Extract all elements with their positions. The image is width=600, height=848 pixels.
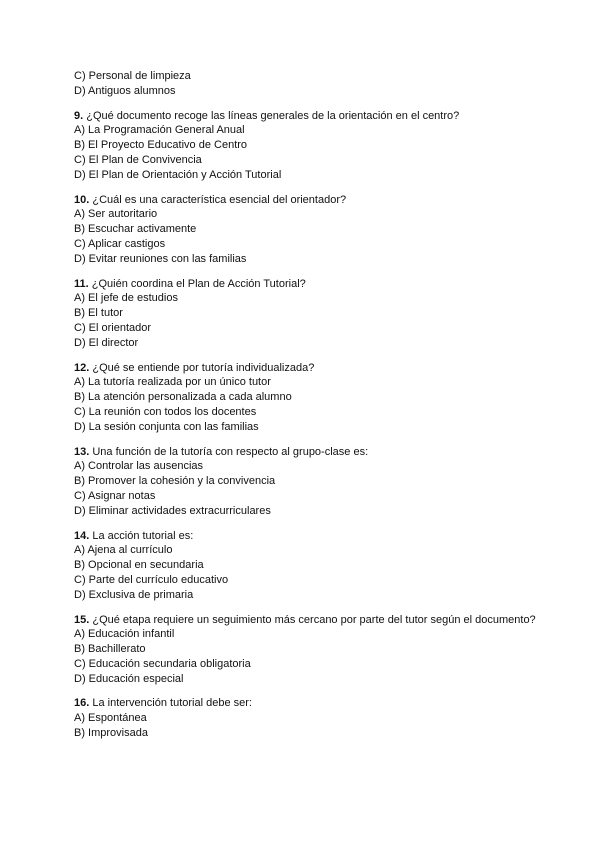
option-a: A) Ser autoritario — [74, 208, 158, 221]
option-line: D) Antiguos alumnos — [74, 84, 176, 97]
question-14 — [74, 529, 544, 603]
option-d: D) El Plan de Orientación y Acción Tutorial — [74, 168, 282, 181]
option-c: C) El Plan de Convivencia — [74, 153, 202, 166]
question-stem: ¿Qué documento recoge las líneas generales de la orientación en el centro? — [83, 109, 460, 122]
option-a: A) La tutoría realizada por un único tutor — [74, 376, 271, 389]
question-text — [74, 613, 544, 628]
question-16 — [74, 696, 544, 740]
question-text — [74, 529, 544, 544]
question-text — [74, 109, 544, 124]
question-number: 15. — [74, 613, 90, 626]
option-a: A) La Programación General Anual — [74, 124, 245, 137]
question-11 — [74, 277, 544, 351]
question-text — [74, 193, 544, 208]
question-stem: ¿Qué se entiende por tutoría individualizada? — [89, 361, 315, 374]
question-stem: ¿Quién coordina el Plan de Acción Tutorial? — [88, 277, 306, 290]
question-number: 11. — [74, 277, 89, 290]
questions-content — [74, 69, 544, 741]
option-d: D) Educación especial — [74, 672, 184, 685]
option-c: C) Educación secundaria obligatoria — [74, 657, 251, 670]
option-b: B) Opcional en secundaria — [74, 559, 204, 572]
question-text — [74, 445, 544, 460]
question-text — [74, 696, 544, 711]
option-a: A) Ajena al currículo — [74, 544, 173, 557]
option-d: D) El director — [74, 336, 139, 349]
question-13 — [74, 445, 544, 519]
option-c: C) Asignar notas — [74, 489, 156, 502]
option-b: B) Escuchar activamente — [74, 223, 197, 236]
option-c: C) Aplicar castigos — [74, 237, 166, 250]
option-c: C) Parte del currículo educativo — [74, 573, 229, 586]
question-number: 14. — [74, 529, 90, 542]
option-d: D) La sesión conjunta con las familias — [74, 420, 259, 433]
option-b: B) El tutor — [74, 307, 123, 320]
question-number: 16. — [74, 697, 90, 710]
option-b: B) La atención personalizada a cada alumno — [74, 391, 292, 404]
question-stem: La acción tutorial es: — [89, 529, 194, 542]
question-text — [74, 361, 544, 376]
option-d: D) Eliminar actividades extracurriculares — [74, 504, 271, 517]
option-d: D) Evitar reuniones con las familias — [74, 252, 247, 265]
continuation-options — [74, 69, 544, 99]
option-b: B) Improvisada — [74, 727, 148, 740]
question-9 — [74, 109, 544, 183]
option-a: A) Espontánea — [74, 712, 147, 725]
question-10 — [74, 193, 544, 267]
question-number: 13. — [74, 445, 90, 458]
option-c: C) El orientador — [74, 321, 152, 334]
question-stem: Una función de la tutoría con respecto al grupo-clase es: — [89, 445, 369, 458]
question-number: 9. — [74, 109, 84, 122]
question-text — [74, 277, 544, 292]
question-stem: ¿Cuál es una característica esencial del orientador? — [89, 193, 347, 206]
option-b: B) Bachillerato — [74, 643, 146, 656]
question-number: 12. — [74, 361, 90, 374]
question-stem: La intervención tutorial debe ser: — [89, 697, 252, 710]
option-a: A) Educación infantil — [74, 628, 175, 641]
option-line: C) Personal de limpieza — [74, 70, 191, 82]
option-a: A) El jefe de estudios — [74, 292, 178, 305]
question-15 — [74, 613, 544, 687]
question-12 — [74, 361, 544, 435]
option-b: B) Promover la cohesión y la convivencia — [74, 475, 276, 488]
option-c: C) La reunión con todos los docentes — [74, 405, 257, 418]
question-stem: ¿Qué etapa requiere un seguimiento más cercano por parte del tutor según el documento? — [89, 613, 536, 626]
option-b: B) El Proyecto Educativo de Centro — [74, 139, 248, 152]
option-d: D) Exclusiva de primaria — [74, 588, 194, 601]
question-number: 10. — [74, 193, 90, 206]
option-a: A) Controlar las ausencias — [74, 460, 204, 473]
